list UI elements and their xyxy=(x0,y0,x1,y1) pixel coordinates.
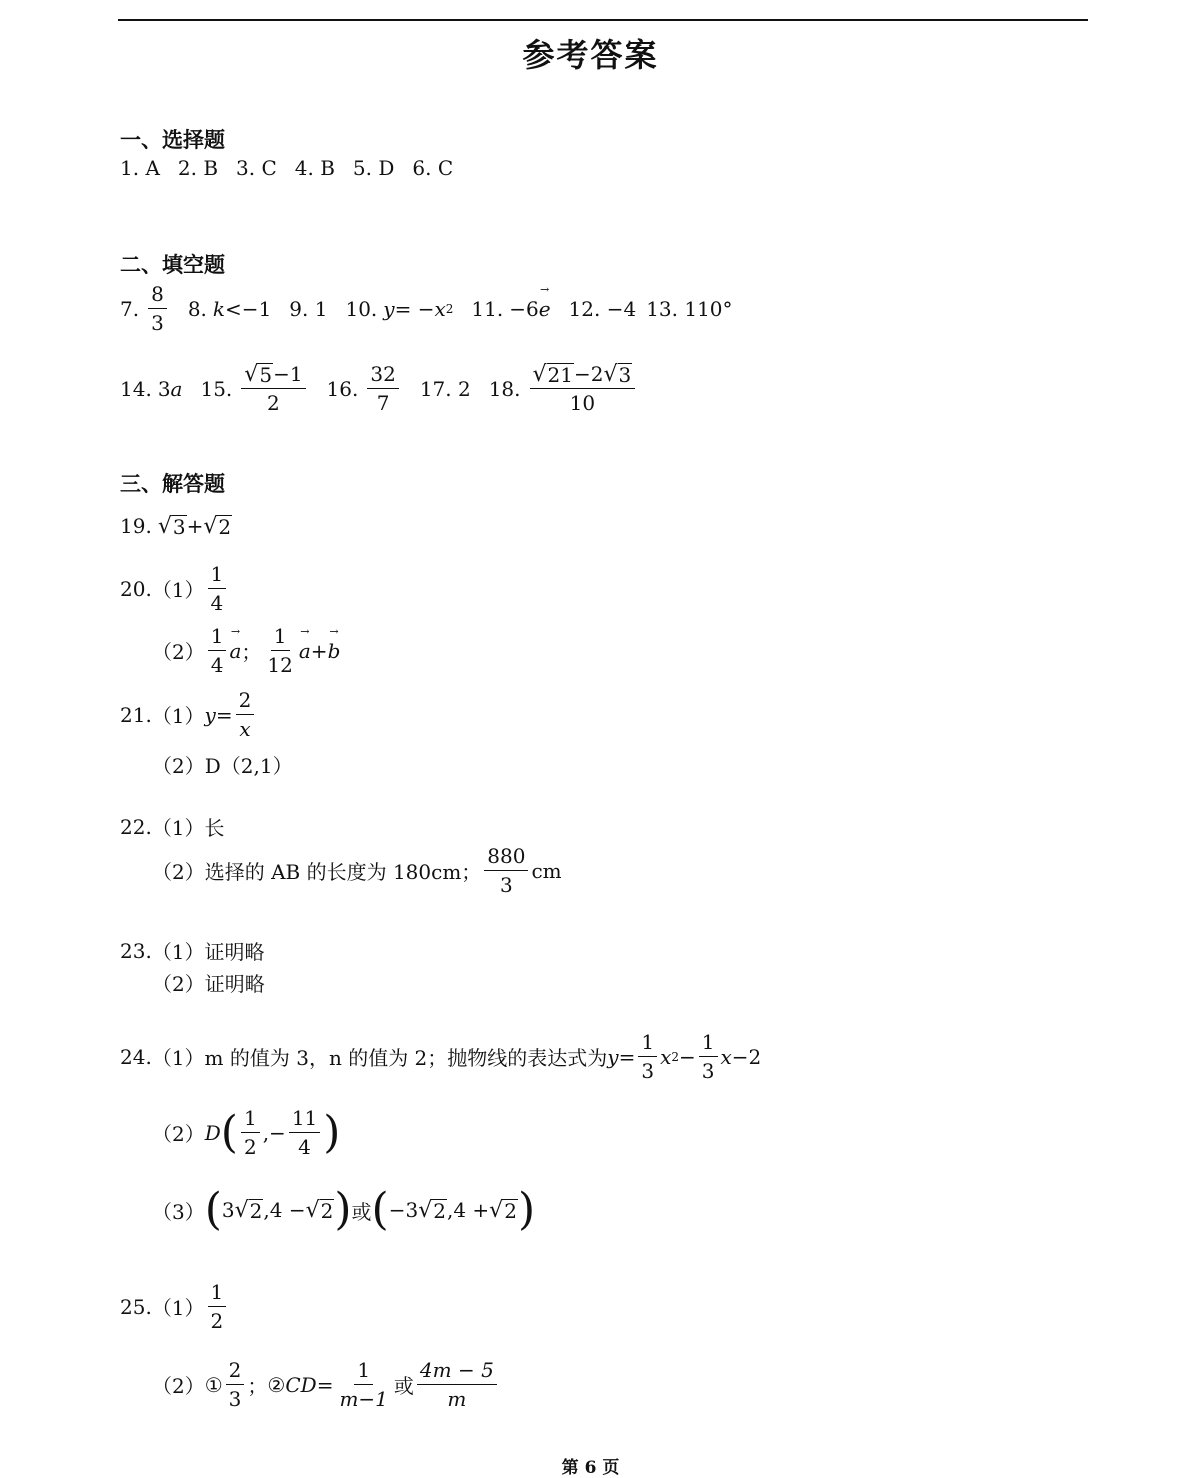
q25-eq: = xyxy=(316,1372,334,1397)
section-heading-fill: 二、填空题 xyxy=(120,252,225,277)
fill-row-2 xyxy=(120,360,638,417)
q24-d-x: $\frac{1}{2}$ xyxy=(241,1104,260,1161)
q21-part2-label: （2） xyxy=(152,754,205,778)
q23-part2-label: （2） xyxy=(152,972,205,996)
q20-fraction-1: $\frac{1}{4}$ xyxy=(208,560,227,617)
q15-fraction: √ 5 −1 2 xyxy=(241,360,305,417)
q25-label: 25. xyxy=(120,1294,152,1319)
q24-a-sqrt: √ 2 xyxy=(234,1197,263,1223)
q21-eq: = xyxy=(215,702,233,727)
q20-part1-label: （1） xyxy=(151,578,205,602)
q20-part2 xyxy=(152,622,340,679)
q8-label: 8. xyxy=(187,296,207,321)
q24-part1-text: m 的值为 3，n 的值为 2；抛物线的表达式为 xyxy=(204,1046,608,1070)
q25-fraction-4: $\frac{4m - 5}{m}$ xyxy=(417,1356,497,1413)
q7-label: 7. xyxy=(120,296,140,321)
q22-label: 22. xyxy=(120,814,152,839)
q24-part3: （3） ( 3 √ 2 ,4 − √ 2 ) 或 ( −3 √ 2 ,4 + √ 2 ) xyxy=(152,1184,536,1235)
q19-sqrt-2: √ 2 xyxy=(203,513,232,539)
page-number: 第 6 页 xyxy=(561,1458,620,1478)
q24-fraction-1: $\frac{1}{3}$ xyxy=(638,1028,657,1085)
q20-vector-a-2: → a xyxy=(299,639,311,663)
q19-sqrt-3: √ 3 xyxy=(157,513,186,539)
q23-part1-label: （1） xyxy=(151,940,205,964)
q24-tail: −2 xyxy=(731,1044,762,1069)
q21-part2 xyxy=(152,750,293,779)
q17-answer: 17. 2 xyxy=(419,376,471,401)
q20-fraction-2: $\frac{1}{4}$ xyxy=(208,622,227,679)
page-title: 参考答案 xyxy=(522,36,659,74)
q20-part2-label: （2） xyxy=(152,640,205,664)
q20-fraction-3: $\frac{1}{12}$ xyxy=(267,624,293,677)
q21-part2-text: D（2,1） xyxy=(204,754,293,778)
q20-label: 20. xyxy=(120,576,152,601)
q24-b-sqrt-2: √ 2 xyxy=(489,1197,517,1223)
q10-lhs: y xyxy=(383,296,395,321)
answer-6: 6. C xyxy=(412,156,454,180)
q14-var: a xyxy=(170,376,183,401)
q25-fraction-2: $\frac{2}{3}$ xyxy=(226,1356,245,1413)
q24-lhs: y xyxy=(607,1044,619,1069)
q24-label: 24. xyxy=(120,1044,152,1069)
q12-answer: 12. −4 xyxy=(568,296,637,321)
q24-comma: ,− xyxy=(262,1120,286,1145)
q22-fraction: $\frac{880}{3}$ xyxy=(484,842,528,899)
q20-sep: ； xyxy=(241,640,262,664)
answer-5: 5. D xyxy=(352,156,395,180)
q24-b-mid: ,4 + xyxy=(446,1198,490,1222)
q24-part2: （2） D ( $\frac{1}{2}$ ,− $\frac{11}{4}$ ) xyxy=(152,1106,341,1159)
q14-coef: 3 xyxy=(157,376,171,401)
q25-part1-label: （1） xyxy=(151,1296,205,1320)
section-heading-solve: 三、解答题 xyxy=(120,471,225,496)
q24-x: x xyxy=(660,1044,672,1069)
q24-x2: x xyxy=(720,1044,732,1069)
q19-plus: + xyxy=(186,514,204,538)
q21-label: 21. xyxy=(120,702,152,727)
q24-fraction-2: $\frac{1}{3}$ xyxy=(699,1028,718,1085)
q21-fraction: $\frac{2}{x}$ xyxy=(236,686,255,743)
q20-vector-b: → b xyxy=(328,639,341,663)
q16-fraction: $\frac{32}{7}$ xyxy=(367,360,398,417)
q24-b-pre: −3 xyxy=(388,1198,419,1222)
fill-row-1 xyxy=(120,280,733,337)
q10-exp: 2 xyxy=(445,301,454,316)
q24-d-y: $\frac{11}{4}$ xyxy=(289,1104,320,1161)
q11-vector: → e xyxy=(539,297,551,321)
q25-part2 xyxy=(152,1356,500,1413)
q7-fraction: $\frac{8}{3}$ xyxy=(148,280,167,337)
q20-plus: + xyxy=(310,638,328,663)
q22-part1-label: （1） xyxy=(151,816,205,840)
q24-minus: − xyxy=(679,1044,696,1069)
q22-part2 xyxy=(152,842,562,899)
q24-exp: 2 xyxy=(671,1049,680,1064)
q24-point: D xyxy=(204,1120,221,1145)
q16-label: 16. xyxy=(326,376,359,401)
answer-2: 2. B xyxy=(177,156,219,180)
q9-answer: 9. 1 xyxy=(289,296,328,321)
q21-lhs: y xyxy=(204,702,216,727)
q20-part1 xyxy=(120,560,229,617)
q20-vector-a: → a xyxy=(229,639,241,663)
q24-eq: = xyxy=(618,1044,636,1069)
q24-part1-label: （1） xyxy=(151,1046,205,1070)
q11-label: 11. xyxy=(471,296,504,321)
q23-part1 xyxy=(120,936,265,965)
q18-fraction: √ 21 −2 √ 3 10 xyxy=(530,360,636,417)
q24-b-sqrt: √ 2 xyxy=(418,1197,446,1223)
choice-answers xyxy=(120,156,453,180)
q25-circle-2: ② xyxy=(267,1372,286,1397)
q23-part2-text: 证明略 xyxy=(204,972,265,996)
q25-lhs: CD xyxy=(285,1372,317,1397)
q24-part1 xyxy=(120,1028,761,1085)
q24-a-mid: ,4 − xyxy=(263,1198,306,1222)
answer-3: 3. C xyxy=(236,156,277,180)
q25-circle-1: ① xyxy=(204,1372,223,1397)
q18-label: 18. xyxy=(488,376,521,401)
q15-label: 15. xyxy=(200,376,233,401)
q14-label: 14. xyxy=(120,376,152,401)
q10-eq: = − xyxy=(394,296,435,321)
q25-part1 xyxy=(120,1278,229,1335)
q11-coef: −6 xyxy=(509,296,539,321)
q22-part1 xyxy=(120,812,225,841)
q21-part1 xyxy=(120,686,257,743)
q24-part2-label: （2） xyxy=(152,1122,205,1146)
q23-label: 23. xyxy=(120,938,152,963)
q25-or: 或 xyxy=(393,1374,414,1398)
answer-4: 4. B xyxy=(294,156,335,180)
q8-var: k xyxy=(212,296,226,321)
q25-fraction-3: $\frac{1}{m-1}$ xyxy=(339,1358,388,1411)
q25-sep: ； xyxy=(247,1374,268,1398)
q22-unit: cm xyxy=(531,858,562,883)
q24-a-sqrt-2: √ 2 xyxy=(305,1197,334,1223)
section-heading-choice: 一、选择题 xyxy=(120,127,225,152)
q8-rest: <−1 xyxy=(225,296,272,321)
q21-part1-label: （1） xyxy=(151,704,205,728)
q25-part2-label: （2） xyxy=(152,1374,205,1398)
q22-part1-text: 长 xyxy=(204,816,225,840)
q24-or: 或 xyxy=(351,1199,372,1224)
q13-answer: 13. 110° xyxy=(646,296,733,321)
q10-var: x xyxy=(434,296,446,321)
q24-a-pre: 3 xyxy=(221,1198,235,1222)
q23-part1-text: 证明略 xyxy=(204,940,265,964)
q19-label: 19. xyxy=(120,514,152,538)
q24-part3-label: （3） xyxy=(152,1199,205,1224)
q19-line xyxy=(120,514,232,538)
q22-part2-text: 选择的 AB 的长度为 180cm； xyxy=(204,860,482,884)
q23-part2 xyxy=(152,968,265,997)
q10-label: 10. xyxy=(345,296,378,321)
top-rule xyxy=(118,19,1088,21)
q25-fraction-1: $\frac{1}{2}$ xyxy=(208,1278,227,1335)
q22-part2-label: （2） xyxy=(152,860,205,884)
answer-1: 1. A xyxy=(120,156,160,180)
